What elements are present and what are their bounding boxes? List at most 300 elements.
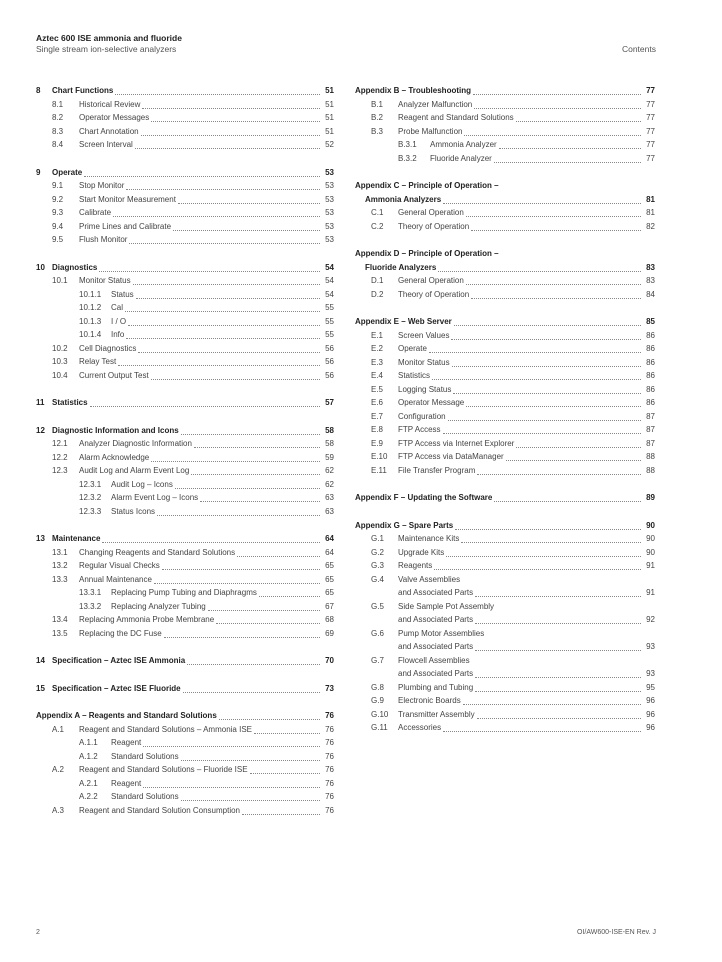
toc-chapter-entry[interactable] xyxy=(36,166,334,180)
toc-section-entry[interactable] xyxy=(355,206,655,220)
toc-entry-number: 9.5 xyxy=(52,235,64,244)
toc-dot-leader xyxy=(448,412,641,421)
toc-section-entry[interactable] xyxy=(355,383,655,397)
toc-dot-leader xyxy=(175,480,320,489)
toc-section-entry[interactable] xyxy=(36,478,334,492)
toc-left-column xyxy=(36,84,334,817)
toc-entry-page: 54 xyxy=(325,289,334,299)
toc-entry-title: Cal xyxy=(111,303,124,312)
toc-dot-leader xyxy=(191,466,320,475)
toc-entry-title: Fluoride Analyzer xyxy=(430,153,492,163)
toc-right-column xyxy=(355,84,655,735)
toc-section-entry[interactable] xyxy=(355,667,655,681)
toc-entry-page: 77 xyxy=(646,86,655,95)
toc-entry-page: 52 xyxy=(325,140,334,149)
toc-entry-page: 68 xyxy=(325,615,334,624)
toc-entry-title: Chart Annotation xyxy=(79,126,139,136)
toc-dot-leader xyxy=(471,222,641,231)
toc-entry-number: G.3 xyxy=(371,561,384,570)
toc-entry-page: 53 xyxy=(325,221,334,231)
toc-entry-title: and Associated Parts xyxy=(398,642,474,651)
toc-entry-number: E.10 xyxy=(371,452,388,461)
toc-entry-title: Standard Solutions xyxy=(111,751,179,761)
toc-entry-number: 10.2 xyxy=(52,343,68,353)
toc-section-entry[interactable] xyxy=(355,125,655,139)
toc-entry-number: G.8 xyxy=(371,682,384,692)
toc-section-entry[interactable] xyxy=(355,546,655,560)
toc-dot-leader xyxy=(477,710,641,719)
toc-section-entry[interactable] xyxy=(36,777,334,791)
toc-entry-title: Reagent xyxy=(111,738,142,747)
toc-section-entry[interactable] xyxy=(36,627,334,641)
toc-entry-title: Maintenance Kits xyxy=(398,534,460,543)
toc-entry-number: C.1 xyxy=(371,208,384,217)
toc-entry-page: 56 xyxy=(325,370,334,380)
toc-entry-page: 89 xyxy=(646,493,655,502)
toc-section-entry[interactable] xyxy=(355,98,655,112)
toc-section-entry[interactable] xyxy=(36,193,334,207)
toc-entry-title: Calibrate xyxy=(79,208,112,217)
toc-chapter-entry[interactable] xyxy=(355,491,655,505)
toc-dot-leader xyxy=(135,140,320,149)
toc-section-entry[interactable] xyxy=(355,152,655,166)
toc-entry-number: 9 xyxy=(36,167,41,177)
toc-section-entry[interactable] xyxy=(355,423,655,437)
toc-section-entry[interactable] xyxy=(355,681,655,695)
toc-section-entry[interactable] xyxy=(36,98,334,112)
toc-dot-leader xyxy=(464,127,641,136)
toc-section-entry[interactable] xyxy=(36,233,334,247)
toc-dot-leader xyxy=(99,263,320,272)
toc-entry-page: 88 xyxy=(646,465,655,475)
toc-entry-page: 96 xyxy=(646,696,655,705)
toc-chapter-entry[interactable] xyxy=(36,84,334,98)
toc-entry-title: Reagents xyxy=(398,561,433,570)
toc-entry-number: B.3 xyxy=(371,126,384,136)
toc-spacer xyxy=(355,233,655,247)
toc-entry-number: D.1 xyxy=(371,276,384,285)
toc-section-entry[interactable] xyxy=(36,355,334,369)
toc-entry-page: 65 xyxy=(325,561,334,570)
toc-section-entry[interactable] xyxy=(355,138,655,152)
toc-entry-title: Historical Review xyxy=(79,99,141,109)
toc-dot-leader xyxy=(129,235,320,244)
toc-dot-leader xyxy=(516,113,641,122)
toc-entry-page: 76 xyxy=(325,751,334,761)
toc-chapter-entry[interactable] xyxy=(355,84,655,98)
toc-section-entry[interactable] xyxy=(36,491,334,505)
toc-entry-title: Reagent and Standard Solutions – Ammonia ISE xyxy=(79,724,252,734)
toc-entry-page: 62 xyxy=(325,479,334,489)
toc-section-entry[interactable] xyxy=(355,220,655,234)
toc-chapter-entry[interactable] xyxy=(355,247,655,261)
toc-entry-title: Appendix E – Web Server xyxy=(355,317,452,326)
toc-entry-title: Statistics xyxy=(398,371,431,380)
toc-entry-title: Regular Visual Checks xyxy=(79,561,160,570)
toc-section-entry[interactable] xyxy=(355,288,655,302)
toc-entry-page: 91 xyxy=(646,588,655,597)
toc-section-entry[interactable] xyxy=(36,179,334,193)
toc-entry-number: G.5 xyxy=(371,601,384,611)
toc-entry-number: E.3 xyxy=(371,357,384,367)
toc-entry-title: Appendix F – Updating the Software xyxy=(355,493,493,502)
toc-entry-title: Prime Lines and Calibrate xyxy=(79,221,172,231)
toc-entry-page: 51 xyxy=(325,86,334,95)
toc-section-entry[interactable] xyxy=(36,437,334,451)
toc-entry-title: Specification – Aztec ISE Fluoride xyxy=(52,683,181,693)
toc-entry-title: Status xyxy=(111,289,134,299)
toc-entry-page: 51 xyxy=(325,99,334,109)
toc-entry-page: 55 xyxy=(325,330,334,339)
toc-dot-leader xyxy=(194,439,320,448)
toc-dot-leader xyxy=(453,385,641,394)
toc-entry-page: 73 xyxy=(325,683,334,693)
toc-entry-title: Side Sample Pot Assembly xyxy=(398,601,495,611)
toc-dot-leader xyxy=(151,371,320,380)
toc-chapter-entry[interactable] xyxy=(355,193,655,207)
toc-entry-title: Ammonia Analyzer xyxy=(430,140,497,149)
toc-entry-number: 10 xyxy=(36,262,45,272)
toc-entry-page: 56 xyxy=(325,343,334,353)
toc-dot-leader xyxy=(125,303,320,312)
toc-entry-page: 87 xyxy=(646,438,655,448)
toc-chapter-entry[interactable] xyxy=(36,396,334,410)
toc-dot-leader xyxy=(494,154,641,163)
toc-section-entry[interactable] xyxy=(355,410,655,424)
toc-entry-page: 86 xyxy=(646,371,655,380)
toc-entry-title: Replacing the DC Fuse xyxy=(79,628,162,638)
toc-entry-title: Diagnostic Information and Icons xyxy=(52,425,179,435)
toc-entry-title: Reagent and Standard Solutions xyxy=(398,113,514,122)
toc-dot-leader xyxy=(443,723,641,732)
toc-dot-leader xyxy=(173,222,320,231)
toc-section-entry[interactable] xyxy=(355,111,655,125)
toc-entry-page: 88 xyxy=(646,452,655,461)
toc-section-entry[interactable] xyxy=(355,708,655,722)
toc-entry-title: Status Icons xyxy=(111,506,156,516)
toc-dot-leader xyxy=(516,439,641,448)
toc-section-entry[interactable] xyxy=(355,559,655,573)
toc-entry-title: Appendix D – Principle of Operation – xyxy=(355,249,499,258)
toc-entry-page: 57 xyxy=(325,398,334,407)
toc-dot-leader xyxy=(115,86,320,95)
toc-entry-title: Start Monitor Measurement xyxy=(79,194,176,204)
toc-entry-title: Reagent and Standard Solution Consumption xyxy=(79,805,240,815)
toc-entry-title: Pump Motor Assemblies xyxy=(398,628,485,638)
toc-entry-page: 53 xyxy=(325,194,334,204)
toc-section-entry[interactable] xyxy=(36,206,334,220)
toc-chapter-entry[interactable] xyxy=(36,654,334,668)
toc-entry-number: 13.2 xyxy=(52,561,68,570)
toc-dot-leader xyxy=(90,398,320,407)
toc-section-entry[interactable] xyxy=(36,315,334,329)
toc-entry-page: 53 xyxy=(325,208,334,217)
toc-entry-title: Ammonia Analyzers xyxy=(365,194,442,204)
toc-entry-title: Theory of Operation xyxy=(398,289,470,299)
toc-entry-title: Accessories xyxy=(398,723,442,732)
toc-entry-page: 87 xyxy=(646,411,655,421)
toc-dot-leader xyxy=(143,779,320,788)
toc-dot-leader xyxy=(143,738,320,747)
toc-dot-leader xyxy=(138,344,320,353)
toc-entry-title: Alarm Event Log – Icons xyxy=(111,493,199,502)
toc-section-entry[interactable] xyxy=(355,369,655,383)
toc-dot-leader xyxy=(446,548,641,557)
toc-section-entry[interactable] xyxy=(355,573,655,587)
toc-entry-number: 10.4 xyxy=(52,370,68,380)
toc-entry-number: 10.1 xyxy=(52,276,68,285)
toc-spacer xyxy=(36,410,334,424)
toc-section-entry[interactable] xyxy=(355,532,655,546)
toc-entry-number: 8 xyxy=(36,86,41,95)
toc-section-entry[interactable] xyxy=(355,274,655,288)
toc-chapter-entry[interactable] xyxy=(36,261,334,275)
toc-entry-number: E.8 xyxy=(371,425,384,434)
toc-entry-title: Screen Interval xyxy=(79,140,133,149)
toc-section-entry[interactable] xyxy=(36,464,334,478)
toc-dot-leader xyxy=(506,452,641,461)
toc-entry-page: 54 xyxy=(325,262,334,272)
toc-dot-leader xyxy=(443,425,641,434)
toc-dot-leader xyxy=(242,806,320,815)
toc-entry-title: File Transfer Program xyxy=(398,465,476,475)
toc-chapter-entry[interactable] xyxy=(36,682,334,696)
toc-entry-page: 83 xyxy=(646,276,655,285)
toc-entry-page: 63 xyxy=(325,506,334,516)
toc-section-entry[interactable] xyxy=(36,586,334,600)
toc-section-entry[interactable] xyxy=(355,450,655,464)
toc-dot-leader xyxy=(475,683,641,692)
toc-chapter-entry[interactable] xyxy=(355,261,655,275)
toc-entry-number: E.11 xyxy=(371,465,387,475)
toc-section-entry[interactable] xyxy=(36,804,334,818)
toc-section-entry[interactable] xyxy=(36,369,334,383)
toc-entry-number: 9.4 xyxy=(52,221,64,231)
toc-section-entry[interactable] xyxy=(36,723,334,737)
toc-section-entry[interactable] xyxy=(355,640,655,654)
toc-entry-title: Probe Malfunction xyxy=(398,126,463,136)
toc-section-entry[interactable] xyxy=(355,342,655,356)
toc-entry-title: Maintenance xyxy=(52,534,101,543)
toc-entry-number: 8.1 xyxy=(52,99,64,109)
toc-entry-title: General Operation xyxy=(398,276,464,285)
toc-entry-page: 55 xyxy=(325,316,334,326)
toc-entry-title: and Associated Parts xyxy=(398,669,474,678)
toc-entry-number: E.4 xyxy=(371,371,384,380)
toc-entry-page: 86 xyxy=(646,357,655,367)
toc-section-entry[interactable] xyxy=(36,288,334,302)
toc-section-entry[interactable] xyxy=(355,356,655,370)
toc-dot-leader xyxy=(494,493,641,502)
toc-entry-page: 64 xyxy=(325,534,334,543)
toc-spacer xyxy=(36,247,334,261)
toc-entry-title: Logging Status xyxy=(398,384,452,394)
toc-entry-number: 12.3.3 xyxy=(79,506,102,516)
toc-entry-number: A.1 xyxy=(52,724,65,734)
toc-section-entry[interactable] xyxy=(36,138,334,152)
toc-entry-page: 86 xyxy=(646,398,655,407)
toc-entry-page: 58 xyxy=(325,425,334,435)
toc-entry-number: A.2 xyxy=(52,765,65,774)
toc-section-entry[interactable] xyxy=(355,654,655,668)
toc-entry-number: 10.1.3 xyxy=(79,316,102,326)
toc-spacer xyxy=(36,518,334,532)
toc-chapter-entry[interactable] xyxy=(36,709,334,723)
toc-entry-title: FTP Access via DataManager xyxy=(398,452,504,461)
toc-section-entry[interactable] xyxy=(355,613,655,627)
toc-entry-title: Reagent xyxy=(111,778,142,788)
toc-section-entry[interactable] xyxy=(36,546,334,560)
toc-section-entry[interactable] xyxy=(36,111,334,125)
toc-dot-leader xyxy=(471,290,641,299)
toc-entry-number: A.1.1 xyxy=(79,738,98,747)
toc-dot-leader xyxy=(466,208,641,217)
toc-entry-page: 76 xyxy=(325,711,334,720)
toc-chapter-entry[interactable] xyxy=(36,532,334,546)
toc-entry-page: 64 xyxy=(325,547,334,557)
toc-entry-page: 96 xyxy=(646,723,655,732)
toc-section-entry[interactable] xyxy=(355,396,655,410)
toc-entry-number: 9.1 xyxy=(52,181,64,190)
toc-dot-leader xyxy=(136,290,320,299)
toc-section-entry[interactable] xyxy=(355,627,655,641)
toc-section-entry[interactable] xyxy=(36,600,334,614)
toc-entry-page: 90 xyxy=(646,547,655,557)
toc-section-entry[interactable] xyxy=(36,274,334,288)
toc-entry-number: E.2 xyxy=(371,344,384,353)
toc-chapter-entry[interactable] xyxy=(36,424,334,438)
toc-section-entry[interactable] xyxy=(36,125,334,139)
toc-entry-page: 84 xyxy=(646,289,655,299)
toc-chapter-entry[interactable] xyxy=(355,519,655,533)
toc-dot-leader xyxy=(142,100,320,109)
document-title: Aztec 600 ISE ammonia and fluoride xyxy=(36,33,182,43)
toc-entry-number: 12.1 xyxy=(52,439,68,448)
toc-entry-page: 56 xyxy=(325,357,334,366)
toc-section-entry[interactable] xyxy=(355,721,655,735)
toc-dot-leader xyxy=(126,330,320,339)
toc-entry-number: 10.1.2 xyxy=(79,303,102,312)
toc-entry-number: E.7 xyxy=(371,411,384,421)
toc-dot-leader xyxy=(237,548,320,557)
toc-entry-page: 86 xyxy=(646,384,655,394)
toc-entry-page: 51 xyxy=(325,113,334,122)
toc-section-entry[interactable] xyxy=(36,736,334,750)
toc-section-entry[interactable] xyxy=(36,451,334,465)
toc-entry-title: Transmitter Assembly xyxy=(398,709,475,719)
toc-entry-title: Relay Test xyxy=(79,357,117,366)
toc-entry-page: 63 xyxy=(325,493,334,502)
toc-dot-leader xyxy=(429,344,641,353)
toc-entry-number: 9.3 xyxy=(52,208,64,217)
toc-entry-title: Changing Reagents and Standard Solutions xyxy=(79,547,236,557)
toc-entry-page: 81 xyxy=(646,208,655,217)
toc-entry-title: Replacing Ammonia Probe Membrane xyxy=(79,615,215,624)
toc-entry-title: Operator Messages xyxy=(79,113,150,122)
toc-section-entry[interactable] xyxy=(355,600,655,614)
footer-page-number: 2 xyxy=(36,929,40,936)
toc-section-entry[interactable] xyxy=(36,573,334,587)
toc-dot-leader xyxy=(454,317,641,326)
toc-entry-page: 69 xyxy=(325,628,334,638)
toc-section-entry[interactable] xyxy=(36,763,334,777)
toc-entry-title: Monitor Status xyxy=(398,357,450,367)
toc-dot-leader xyxy=(219,711,320,720)
toc-entry-page: 59 xyxy=(325,452,334,462)
toc-entry-page: 55 xyxy=(325,303,334,312)
toc-section-entry[interactable] xyxy=(36,559,334,573)
toc-section-entry[interactable] xyxy=(36,613,334,627)
toc-entry-page: 70 xyxy=(325,656,334,665)
toc-entry-title: Plumbing and Tubing xyxy=(398,682,474,692)
toc-dot-leader xyxy=(438,263,641,272)
toc-entry-page: 53 xyxy=(325,235,334,244)
toc-chapter-entry[interactable] xyxy=(355,315,655,329)
toc-chapter-entry[interactable] xyxy=(355,179,655,193)
toc-entry-number: 11 xyxy=(36,398,45,407)
toc-entry-page: 92 xyxy=(646,615,655,624)
toc-dot-leader xyxy=(466,398,641,407)
toc-entry-page: 54 xyxy=(325,276,334,285)
toc-section-entry[interactable] xyxy=(36,328,334,342)
toc-dot-leader xyxy=(475,669,641,678)
toc-section-entry[interactable] xyxy=(36,301,334,315)
toc-dot-leader xyxy=(157,507,320,516)
toc-entry-number: 9.2 xyxy=(52,194,64,204)
toc-section-entry[interactable] xyxy=(355,464,655,478)
toc-entry-page: 93 xyxy=(646,669,655,678)
toc-entry-number: 14 xyxy=(36,656,45,665)
toc-section-entry[interactable] xyxy=(355,586,655,600)
toc-entry-page: 85 xyxy=(646,317,655,326)
toc-dot-leader xyxy=(443,195,641,204)
toc-entry-number: B.3.1 xyxy=(398,140,417,149)
toc-section-entry[interactable] xyxy=(36,342,334,356)
toc-section-entry[interactable] xyxy=(355,329,655,343)
toc-entry-number: B.3.2 xyxy=(398,153,417,163)
toc-spacer xyxy=(36,152,334,166)
toc-entry-number: G.10 xyxy=(371,709,389,719)
toc-entry-number: E.9 xyxy=(371,438,384,448)
toc-dot-leader xyxy=(183,684,320,693)
toc-entry-title: Fluoride Analyzers xyxy=(365,262,437,272)
toc-entry-number: 12.3 xyxy=(52,466,68,475)
toc-entry-title: Analyzer Diagnostic Information xyxy=(79,439,192,448)
toc-entry-page: 65 xyxy=(325,588,334,597)
toc-section-entry[interactable] xyxy=(36,750,334,764)
toc-entry-number: 13.1 xyxy=(52,547,68,557)
toc-entry-title: and Associated Parts xyxy=(398,588,474,597)
toc-dot-leader xyxy=(162,561,320,570)
toc-dot-leader xyxy=(181,792,320,801)
toc-entry-number: A.2.1 xyxy=(79,778,98,788)
toc-dot-leader xyxy=(128,317,320,326)
toc-entry-page: 87 xyxy=(646,425,655,434)
toc-section-entry[interactable] xyxy=(36,220,334,234)
toc-entry-page: 53 xyxy=(325,167,334,177)
toc-section-entry[interactable] xyxy=(355,437,655,451)
section-label: Contents xyxy=(621,44,656,54)
footer-document-reference: OI/AW600-ISE-EN Rev. J xyxy=(577,929,656,936)
toc-entry-number: G.11 xyxy=(371,723,388,732)
toc-entry-number: A.1.2 xyxy=(79,751,98,761)
toc-section-entry[interactable] xyxy=(36,505,334,519)
toc-section-entry[interactable] xyxy=(355,694,655,708)
toc-section-entry[interactable] xyxy=(36,790,334,804)
toc-entry-title: Audit Log and Alarm Event Log xyxy=(79,466,190,475)
toc-entry-title: Operate xyxy=(398,344,427,353)
toc-entry-number: 13.3.1 xyxy=(79,588,102,597)
